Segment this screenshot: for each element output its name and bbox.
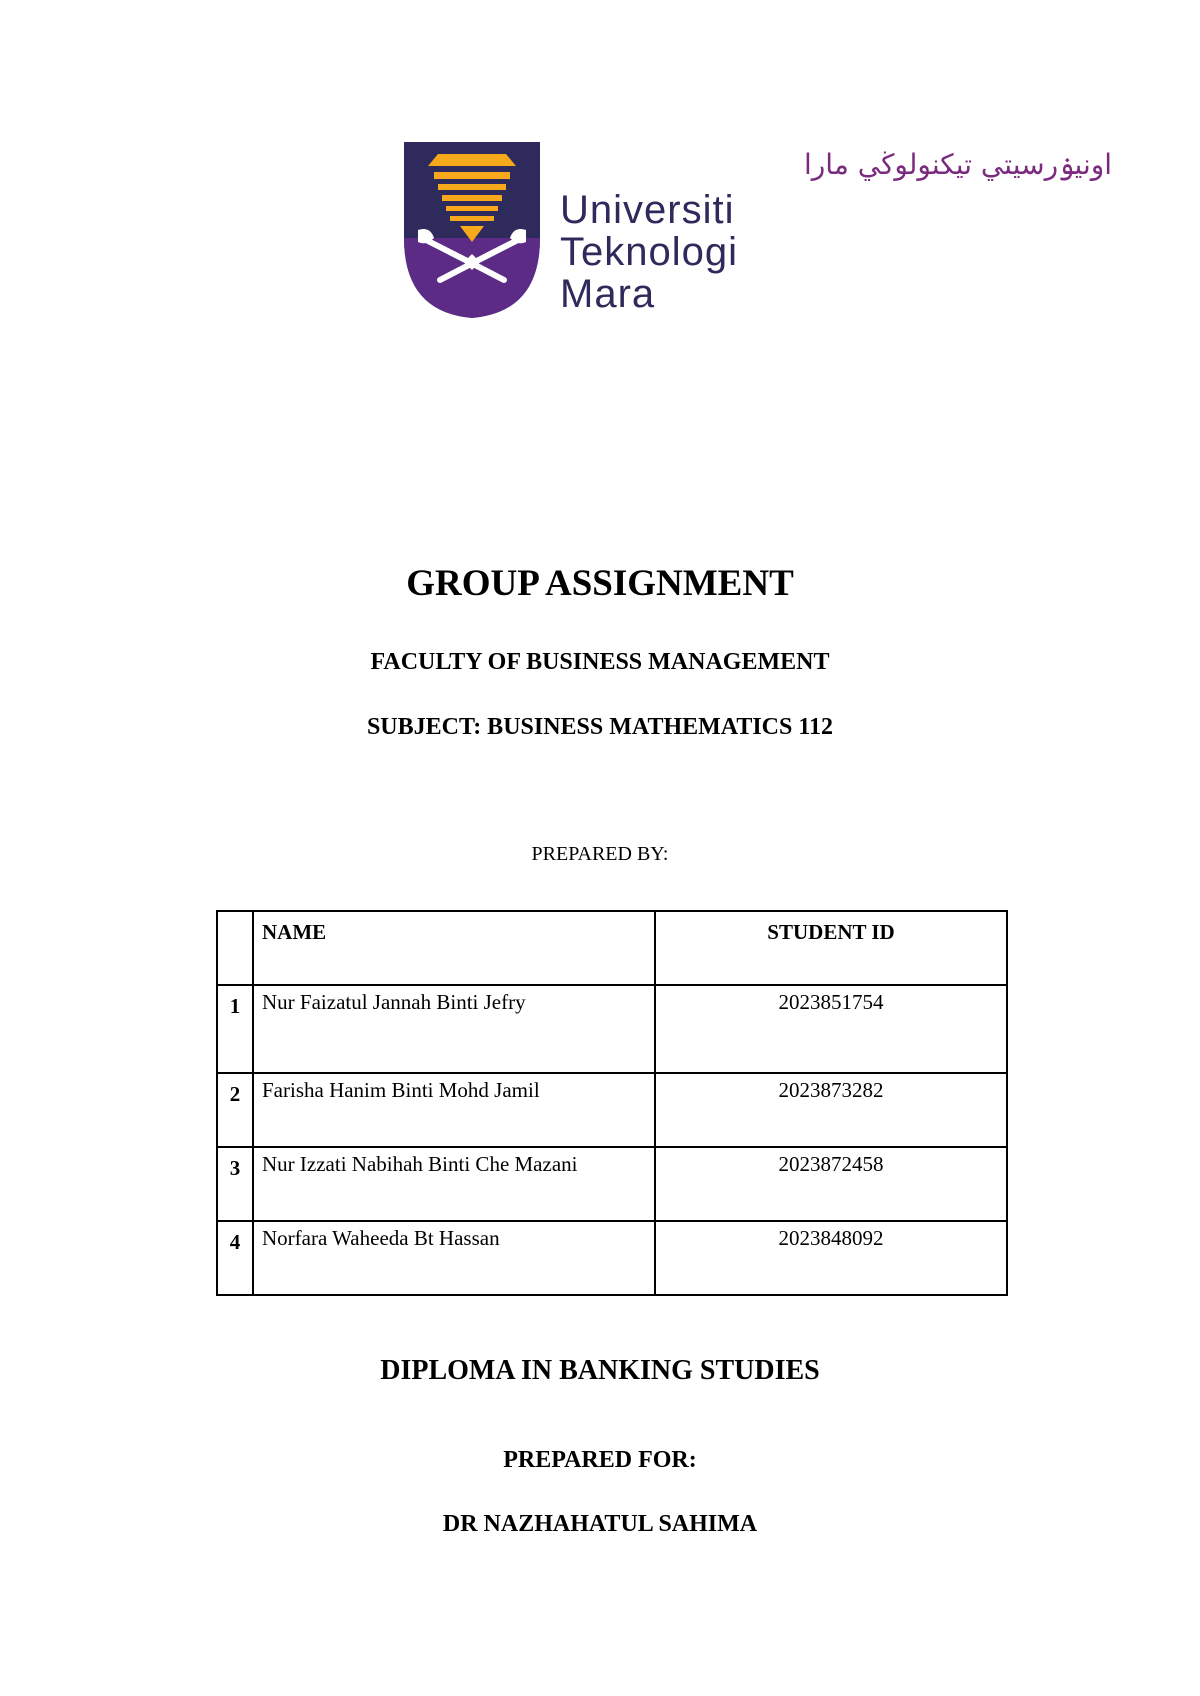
- lecturer-name: DR NAZHAHATUL SAHIMA: [442, 1511, 758, 1537]
- jawi-script-icon: [560, 142, 1113, 184]
- prepared-by-label: PREPARED BY:: [531, 843, 669, 865]
- row-number: 2: [217, 1073, 253, 1147]
- group-members-table: [216, 910, 1008, 1296]
- number-column-header: [217, 911, 253, 985]
- table-row: [217, 1221, 1007, 1295]
- student-id: 2023848092: [655, 1221, 1007, 1295]
- table-row: [217, 1073, 1007, 1147]
- university-logo: [404, 142, 1113, 318]
- logo-line-universiti: Universiti: [560, 188, 735, 232]
- student-name: Nur Faizatul Jannah Binti Jefry: [253, 985, 655, 1073]
- row-number: 3: [217, 1147, 253, 1221]
- logo-line-mara: Mara: [560, 272, 656, 316]
- subject-heading: SUBJECT: BUSINESS MATHEMATICS 112: [366, 714, 834, 740]
- row-number: 4: [217, 1221, 253, 1295]
- programme-heading: DIPLOMA IN BANKING STUDIES: [380, 1355, 820, 1386]
- student-id-column-header: STUDENT ID: [655, 911, 1007, 985]
- student-id: 2023872458: [655, 1147, 1007, 1221]
- svg-text:اونيۏرسيتي تيكنولوڬي مارا: اونيۏرسيتي تيكنولوڬي مارا: [804, 148, 1113, 181]
- table-row: [217, 1147, 1007, 1221]
- table-row: [217, 985, 1007, 1073]
- faculty-heading: FACULTY OF BUSINESS MANAGEMENT: [370, 649, 830, 675]
- student-name: Farisha Hanim Binti Mohd Jamil: [253, 1073, 655, 1147]
- student-id: 2023851754: [655, 985, 1007, 1073]
- row-number: 1: [217, 985, 253, 1073]
- table-header-row: [217, 911, 1007, 985]
- document-title: GROUP ASSIGNMENT: [406, 563, 794, 604]
- student-id: 2023873282: [655, 1073, 1007, 1147]
- prepared-for-label: PREPARED FOR:: [503, 1447, 697, 1473]
- name-column-header: NAME: [253, 911, 655, 985]
- shield-emblem-icon: [404, 142, 554, 318]
- logo-line-teknologi: Teknologi: [560, 230, 739, 274]
- student-name: Nur Izzati Nabihah Binti Che Mazani: [253, 1147, 655, 1221]
- student-name: Norfara Waheeda Bt Hassan: [253, 1221, 655, 1295]
